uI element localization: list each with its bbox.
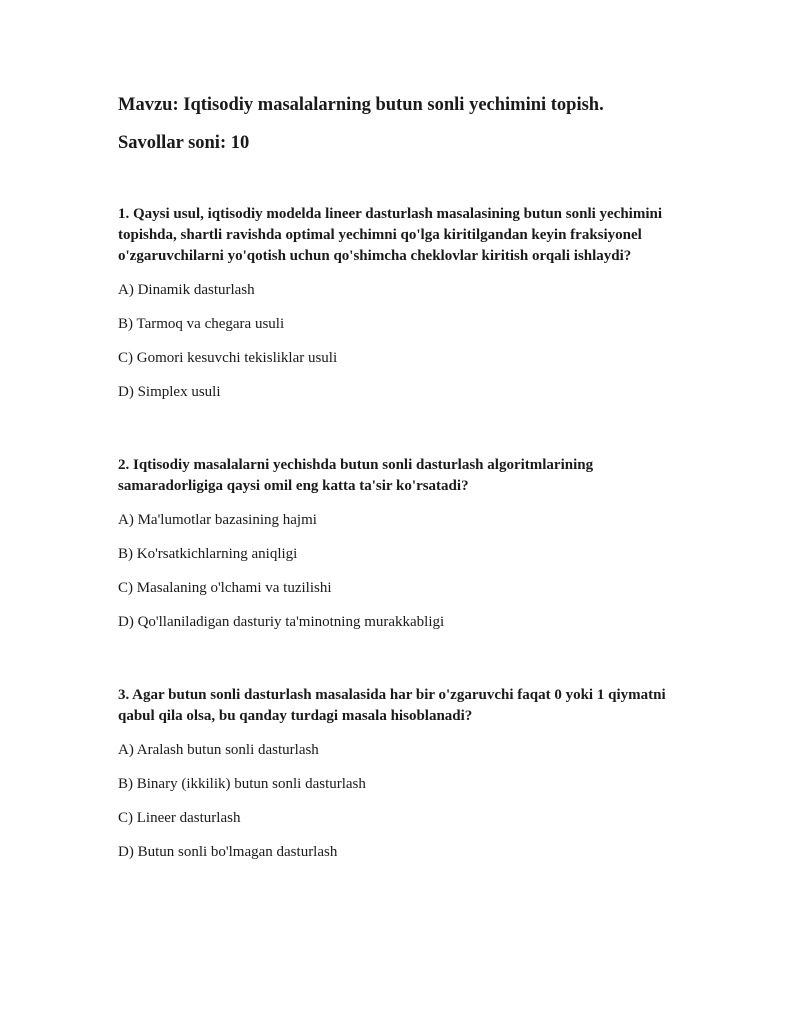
- question-1: [118, 204, 688, 401]
- answer-option-a: A) Ma'lumotlar bazasining hajmi: [118, 512, 317, 528]
- answer-options: [118, 511, 688, 631]
- answer-option-d: D) Butun sonli bo'lmagan dasturlash: [118, 844, 338, 860]
- question-count: Savollar soni: 10: [118, 133, 250, 153]
- document-page: [118, 94, 688, 861]
- answer-option-b: B) Tarmoq va chegara usuli: [118, 316, 285, 332]
- answer-option-c: C) Lineer dasturlash: [118, 810, 241, 826]
- question-2: [118, 455, 688, 631]
- page-title: Mavzu: Iqtisodiy masalalarning butun sonli yechimini topish.: [118, 95, 604, 115]
- answer-option-a: A) Dinamik dasturlash: [118, 282, 255, 298]
- answer-options: [118, 281, 688, 401]
- answer-option-d: D) Simplex usuli: [118, 384, 221, 400]
- answer-option-b: B) Ko'rsatkichlarning aniqligi: [118, 546, 298, 562]
- answer-options: [118, 741, 688, 861]
- question-text: 2. Iqtisodiy masalalarni yechishda butun sonli dasturlash algoritmlarining samaradorligiga qaysi omil eng katta ta'sir ko'rsatadi?: [118, 457, 594, 494]
- answer-option-d: D) Qo'llaniladigan dasturiy ta'minotning murakkabligi: [118, 614, 445, 630]
- answer-option-c: C) Masalaning o'lchami va tuzilishi: [118, 580, 332, 596]
- question-text: 3. Agar butun sonli dasturlash masalasida har bir o'zgaruvchi faqat 0 yoki 1 qiymatni qabul qila olsa, bu qanday turdagi masala hisoblanadi?: [118, 687, 666, 724]
- answer-option-a: A) Aralash butun sonli dasturlash: [118, 742, 319, 758]
- answer-option-c: C) Gomori kesuvchi tekisliklar usuli: [118, 350, 338, 366]
- answer-option-b: B) Binary (ikkilik) butun sonli dasturlash: [118, 776, 366, 792]
- question-text: 1. Qaysi usul, iqtisodiy modelda lineer dasturlash masalasining butun sonli yechimini topishda, shartli ravishda optimal yechimni qo'lga kiritilgandan keyin fraksiyonel o'zgaruvchilarni yo'qotish uchun qo'shimcha cheklovlar kiritish orqali ishlaydi?: [118, 206, 663, 264]
- question-3: [118, 685, 688, 861]
